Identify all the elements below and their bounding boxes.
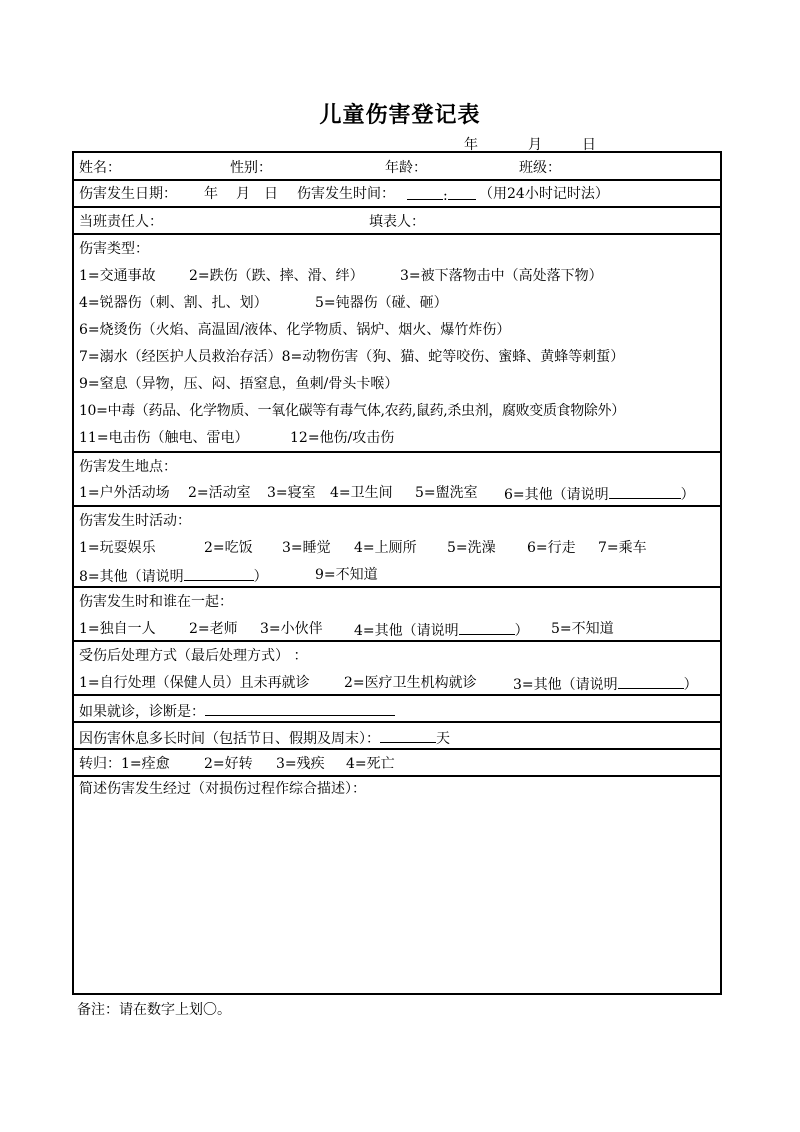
injury-time-label: 伤害发生时间： <box>297 186 395 202</box>
injury-type-option[interactable]: 5=钝器伤（碰、砸） <box>315 295 448 311</box>
injury-form <box>72 151 722 995</box>
divider <box>74 233 720 235</box>
teacher-in-charge-label[interactable]: 当班责任人： <box>79 214 163 230</box>
injury-type-option[interactable]: 10=中毒（药品、化学物质、一氧化碳等有毒气体,农药,鼠药,杀虫剂，腐败变质食物除外） <box>79 403 625 419</box>
location-option[interactable]: 3=寝室 <box>267 485 316 501</box>
location-option[interactable]: 2=活动室 <box>188 485 251 501</box>
activity-option[interactable]: 9=不知道 <box>315 567 378 583</box>
with-whom-heading: 伤害发生时和谁在一起： <box>79 594 233 610</box>
date-day-label: 日 <box>582 137 596 153</box>
divider <box>74 586 720 588</box>
form-filler-label[interactable]: 填表人： <box>369 214 425 230</box>
activity-option[interactable]: 2=吃饭 <box>204 540 253 556</box>
date-year-label: 年 <box>464 137 478 153</box>
date-month-label: 月 <box>528 137 542 153</box>
outcome-option[interactable]: 4=死亡 <box>346 756 395 772</box>
footnote: 备注：请在数字上划〇。 <box>77 1002 231 1018</box>
description-textarea[interactable] <box>74 801 720 993</box>
injury-date-day[interactable]: 日 <box>264 186 278 202</box>
location-option-other[interactable]: 6=其他（请说明 ） <box>504 487 695 503</box>
divider <box>74 640 720 642</box>
activity-heading: 伤害发生时活动： <box>79 513 191 529</box>
injury-type-option[interactable]: 7=溺水（经医护人员救治存活）8=动物伤害（狗、猫、蛇等咬伤、蜜蜂、黄蜂等刺蜇） <box>79 349 625 365</box>
activity-option[interactable]: 7=乘车 <box>598 540 647 556</box>
injury-type-option[interactable]: 4=锐器伤（刺、割、扎、划） <box>79 295 268 311</box>
location-option[interactable]: 1=户外活动场 <box>79 485 170 501</box>
injury-type-option[interactable]: 9=窒息（异物，压、闷、捂窒息，鱼刺/骨头卡喉） <box>79 376 399 392</box>
injury-date-label: 伤害发生日期： <box>79 186 177 202</box>
outcome-option[interactable]: 3=残疾 <box>276 756 325 772</box>
treatment-option[interactable]: 2=医疗卫生机构就诊 <box>344 675 477 691</box>
page-title: 儿童伤害登记表 <box>319 102 481 128</box>
location-option[interactable]: 4=卫生间 <box>330 485 393 501</box>
divider <box>74 206 720 208</box>
injury-type-option[interactable]: 1=交通事故 <box>79 268 156 284</box>
outcome-option[interactable]: 2=好转 <box>204 756 253 772</box>
time-format-hint: （用24小时记时法） <box>479 186 609 202</box>
injury-type-option[interactable]: 11=电击伤（触电、雷电） <box>79 430 249 446</box>
divider <box>74 721 720 723</box>
outcome-option[interactable]: 1=痊愈 <box>121 756 170 772</box>
divider <box>74 179 720 181</box>
activity-option-other[interactable]: 8=其他（请说明 ） <box>79 569 268 585</box>
injury-type-option[interactable]: 3=被下落物击中（高处落下物） <box>400 268 603 284</box>
treatment-heading: 受伤后处理方式（最后处理方式） ： <box>79 648 308 664</box>
treatment-option-other[interactable]: 3=其他（请说明 ） <box>513 677 698 693</box>
injury-time-input[interactable]: : <box>407 186 476 204</box>
activity-option[interactable]: 1=玩耍娱乐 <box>79 540 156 556</box>
treatment-option[interactable]: 1=自行处理（保健人员）且未再就诊 <box>79 675 310 691</box>
with-whom-option[interactable]: 2=老师 <box>189 621 238 637</box>
activity-option[interactable]: 6=行走 <box>527 540 576 556</box>
activity-option[interactable]: 3=睡觉 <box>282 540 331 556</box>
injury-type-option[interactable]: 6=烧烫伤（火焰、高温固/液体、化学物质、锅炉、烟火、爆竹炸伤） <box>79 322 511 338</box>
with-whom-option[interactable]: 3=小伙伴 <box>260 621 323 637</box>
with-whom-option[interactable]: 1=独自一人 <box>79 621 156 637</box>
divider <box>74 451 720 453</box>
injury-type-heading: 伤害类型： <box>79 241 149 257</box>
outcome-label: 转归： <box>79 756 121 772</box>
activity-option[interactable]: 5=洗澡 <box>447 540 496 556</box>
injury-date-month[interactable]: 月 <box>236 186 250 202</box>
with-whom-option[interactable]: 5=不知道 <box>551 621 614 637</box>
class-field-label[interactable]: 班级： <box>519 160 561 176</box>
diagnosis-field[interactable]: 如果就诊，诊断是： <box>79 702 395 720</box>
divider <box>74 505 720 507</box>
injury-type-option[interactable]: 12=他伤/攻击伤 <box>290 430 395 446</box>
divider <box>74 748 720 750</box>
name-field-label[interactable]: 姓名： <box>79 160 121 176</box>
with-whom-option-other[interactable]: 4=其他（请说明 ） <box>354 623 529 639</box>
activity-option[interactable]: 4=上厕所 <box>354 540 417 556</box>
description-label: 简述伤害发生经过（对损伤过程作综合描述）： <box>79 781 366 797</box>
injury-type-option[interactable]: 2=跌伤（跌、摔、滑、绊） <box>189 268 364 284</box>
divider <box>74 775 720 777</box>
location-heading: 伤害发生地点： <box>79 459 177 475</box>
location-option[interactable]: 5=盥洗室 <box>415 485 478 501</box>
rest-duration-field[interactable]: 因伤害休息多长时间（包括节日、假期及周末）： 天 <box>79 731 450 747</box>
divider <box>74 694 720 696</box>
age-field-label[interactable]: 年龄： <box>385 160 427 176</box>
injury-date-year[interactable]: 年 <box>204 186 218 202</box>
gender-field-label[interactable]: 性别： <box>230 160 272 176</box>
